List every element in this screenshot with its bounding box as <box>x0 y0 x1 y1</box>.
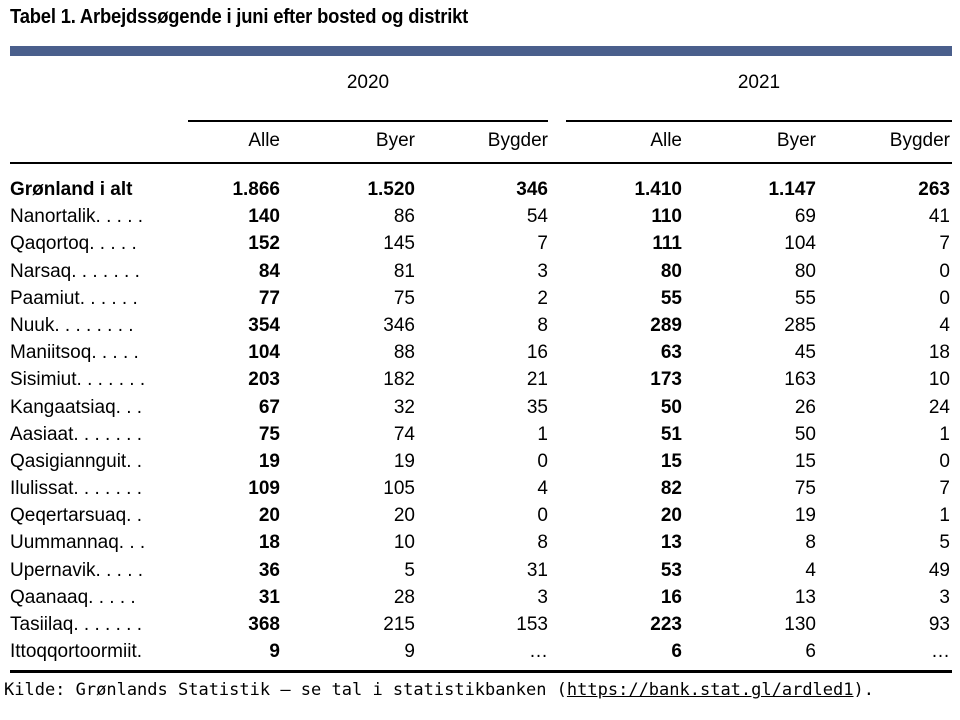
year-header-2020: 2020 <box>346 72 390 93</box>
cell: 75 <box>258 423 280 445</box>
cell: 81 <box>393 260 415 282</box>
cell: 15 <box>794 450 816 472</box>
year-divider-2020 <box>188 120 548 122</box>
table-row <box>10 203 952 230</box>
row-label: Ilulissat. . . . . . . <box>10 478 142 500</box>
cell: 7 <box>537 233 548 255</box>
cell: 26 <box>794 396 816 418</box>
cell: 77 <box>258 287 280 309</box>
table-row <box>10 502 952 529</box>
col-header-alle-2021: Alle <box>650 130 682 151</box>
cell: 9 <box>404 641 415 663</box>
cell: 285 <box>784 314 816 336</box>
cell: 215 <box>383 614 415 635</box>
table-row <box>10 366 952 393</box>
cell: 0 <box>939 450 950 472</box>
cell: 6 <box>671 641 682 663</box>
cell: 1.410 <box>634 179 682 200</box>
cell: 7 <box>939 233 950 255</box>
cell: 13 <box>794 586 816 608</box>
table-row <box>10 448 952 475</box>
table-row <box>10 312 952 339</box>
cell: 20 <box>258 505 280 527</box>
cell: 140 <box>248 206 280 228</box>
cell: 1 <box>537 423 548 445</box>
cell: 51 <box>660 423 682 445</box>
cell: 104 <box>784 233 816 255</box>
cell: 5 <box>939 532 950 554</box>
year-divider-2021 <box>566 120 952 122</box>
cell: 203 <box>248 369 280 391</box>
cell: 6 <box>805 641 816 663</box>
table-row <box>10 258 952 285</box>
row-label: Aasiaat. . . . . . . <box>10 423 142 445</box>
cell: 63 <box>660 342 682 364</box>
bottom-divider <box>10 670 952 673</box>
cell: 289 <box>650 314 682 336</box>
cell: 9 <box>269 641 280 663</box>
table-row <box>10 611 952 638</box>
row-label: Qaanaaq. . . . . <box>10 586 136 608</box>
cell: 0 <box>537 450 548 472</box>
cell: 4 <box>939 314 950 336</box>
row-label: Paamiut. . . . . . <box>10 287 138 309</box>
cell: 50 <box>794 423 816 445</box>
cell: 19 <box>393 450 415 472</box>
col-header-alle-2020: Alle <box>248 130 280 151</box>
cell: 50 <box>660 396 682 418</box>
cell: 74 <box>393 423 415 445</box>
row-label: Maniitsoq. . . . . <box>10 342 139 364</box>
cell: 1.147 <box>768 179 816 200</box>
cell: 7 <box>939 478 950 500</box>
cell: 3 <box>939 586 950 608</box>
col-header-bygder-2020: Bygder <box>487 130 548 151</box>
cell: 4 <box>805 559 816 581</box>
cell: 8 <box>537 532 548 554</box>
row-label: Narsaq. . . . . . . <box>10 260 140 282</box>
cell: 84 <box>258 260 280 282</box>
cell: 86 <box>393 206 415 228</box>
cell: 1 <box>939 505 950 527</box>
cell: 20 <box>393 505 415 527</box>
cell: 49 <box>928 559 950 581</box>
cell: 80 <box>794 260 816 282</box>
cell: 1.866 <box>232 179 280 200</box>
row-label: Uummannaq. . . <box>10 532 146 554</box>
cell: 19 <box>794 505 816 527</box>
cell: 346 <box>383 314 415 336</box>
table-row <box>10 421 952 448</box>
cell: 153 <box>516 614 548 635</box>
cell: 10 <box>393 532 415 554</box>
cell: 45 <box>794 342 816 364</box>
table-row <box>10 475 952 502</box>
cell: 19 <box>258 450 280 472</box>
cell: 10 <box>928 369 950 391</box>
col-header-byer-2021: Byer <box>776 130 816 151</box>
cell: 32 <box>393 396 415 418</box>
row-label: Qaqortoq. . . . . <box>10 233 137 255</box>
cell: 54 <box>526 206 548 228</box>
cell: 18 <box>928 342 950 364</box>
source-text: Kilde: Grønlands Statistik – se tal i statistikbanken ( <box>4 680 567 700</box>
header-divider <box>10 162 952 164</box>
cell: 173 <box>650 369 682 391</box>
row-label: Grønland i alt <box>10 179 133 200</box>
cell: 55 <box>794 287 816 309</box>
cell: 55 <box>660 287 682 309</box>
cell: 53 <box>660 559 682 581</box>
cell: … <box>931 641 950 663</box>
table-row <box>10 230 952 257</box>
cell: 69 <box>794 206 816 228</box>
cell: 223 <box>650 614 682 635</box>
row-label: Qasigiannguit. . <box>10 450 143 472</box>
cell: 130 <box>784 614 816 635</box>
cell: 18 <box>258 532 280 554</box>
row-label: Qeqertarsuaq. . <box>10 505 143 527</box>
cell: 182 <box>383 369 415 391</box>
cell: 105 <box>383 478 415 500</box>
cell: 28 <box>393 586 415 608</box>
cell: 16 <box>660 586 682 608</box>
cell: 4 <box>537 478 548 500</box>
table-row <box>10 584 952 611</box>
cell: 75 <box>393 287 415 309</box>
header-bar <box>10 46 952 56</box>
cell: 1.520 <box>367 179 415 200</box>
cell: 80 <box>660 260 682 282</box>
cell: 8 <box>805 532 816 554</box>
cell: 152 <box>248 233 280 255</box>
cell: 1 <box>939 423 950 445</box>
row-label: Kangaatsiaq. . . <box>10 396 143 418</box>
cell: 0 <box>537 505 548 527</box>
cell: 5 <box>404 559 415 581</box>
source-end: ). <box>853 680 874 700</box>
cell: 110 <box>651 206 682 228</box>
cell: 0 <box>939 260 950 282</box>
cell: 31 <box>258 586 280 608</box>
cell: 346 <box>516 179 548 200</box>
cell: 20 <box>660 505 682 527</box>
cell: 163 <box>784 369 816 391</box>
cell: 354 <box>248 314 280 336</box>
cell: 13 <box>660 532 682 554</box>
year-header-2021: 2021 <box>737 72 781 93</box>
cell: 75 <box>794 478 816 500</box>
cell: … <box>529 641 548 663</box>
cell: 93 <box>928 614 950 635</box>
cell: 31 <box>526 559 548 581</box>
cell: 35 <box>526 396 548 418</box>
table-body <box>10 176 952 665</box>
cell: 368 <box>248 614 280 635</box>
col-header-bygder-2021: Bygder <box>889 130 950 151</box>
row-label: Nuuk. . . . . . . . <box>10 314 134 336</box>
cell: 109 <box>248 478 280 500</box>
cell: 88 <box>393 342 415 364</box>
table-row <box>10 557 952 584</box>
cell: 263 <box>918 179 950 200</box>
row-label: Sisimiut. . . . . . . <box>10 369 146 391</box>
source-link[interactable]: https://bank.stat.gl/ardled1 <box>566 680 854 700</box>
cell: 0 <box>939 287 950 309</box>
cell: 3 <box>537 586 548 608</box>
table-row <box>10 339 952 366</box>
table-title: Tabel 1. Arbejdssøgende i juni efter bosted og distrikt <box>10 6 469 28</box>
table-row <box>10 529 952 556</box>
row-label: Ittoqqortoormiit. <box>10 641 142 663</box>
cell: 15 <box>660 450 682 472</box>
table-row <box>10 638 952 665</box>
cell: 41 <box>928 206 950 228</box>
row-label: Tasiilaq. . . . . . . <box>10 614 142 635</box>
cell: 67 <box>258 396 280 418</box>
cell: 145 <box>383 233 415 255</box>
cell: 104 <box>248 342 280 364</box>
cell: 3 <box>537 260 548 282</box>
row-label: Nanortalik. . . . . <box>10 206 144 228</box>
cell: 8 <box>537 314 548 336</box>
cell: 36 <box>258 559 280 581</box>
cell: 82 <box>660 478 682 500</box>
cell: 21 <box>526 369 548 391</box>
row-label: Upernavik. . . . . <box>10 559 144 581</box>
cell: 16 <box>526 342 548 364</box>
table-row <box>10 285 952 312</box>
table-row <box>10 176 952 203</box>
cell: 111 <box>652 233 682 255</box>
col-header-byer-2020: Byer <box>375 130 415 151</box>
source-note <box>4 680 874 700</box>
cell: 24 <box>928 396 950 418</box>
table-row <box>10 394 952 421</box>
cell: 2 <box>537 287 548 309</box>
